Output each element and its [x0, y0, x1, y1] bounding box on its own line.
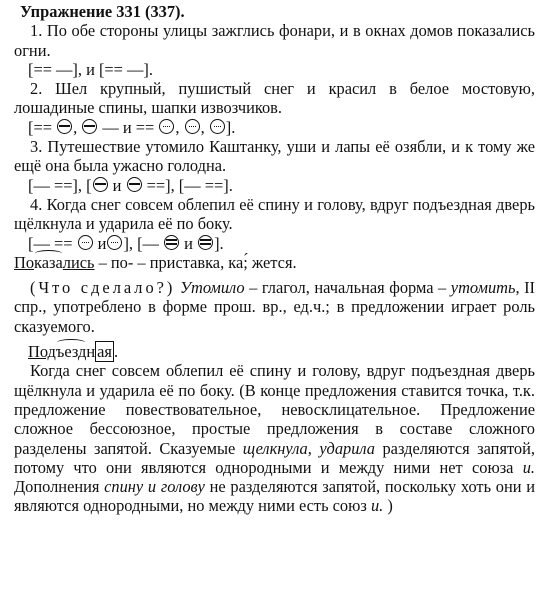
root-arc-2: ъезд: [55, 342, 87, 362]
scheme-4-part-d: и: [184, 233, 193, 253]
scheme-2-part-c: — и ==: [102, 117, 155, 137]
scheme-3: [14, 176, 535, 195]
sentence-1: 1. По обе стороны улицы зажглись фонари, и в окнах домов показались огни.: [14, 21, 535, 60]
morpheme-word: [14, 253, 95, 272]
dotted-circle-icon: [159, 119, 174, 134]
dotted-circle-icon: [78, 235, 93, 250]
wavy-circle-minus-icon: [57, 119, 72, 134]
double-line-circle-icon: [198, 235, 213, 250]
wavy-circle-minus-icon: [82, 119, 97, 134]
scheme-2-part-d: ,: [175, 117, 180, 137]
prefix-part: По: [14, 252, 35, 272]
scheme-2-part-e: ,: [200, 117, 205, 137]
suffix: н: [86, 342, 96, 362]
morpheme-explanation: – по- – приставка, ка;́ жется.: [94, 252, 297, 272]
scheme-1: [== —], и [== —].: [28, 59, 153, 79]
exercise-title: Упражнение 331 (337).: [20, 2, 185, 21]
scheme-4-part-b: и: [97, 233, 107, 253]
dotted-circle-icon: [107, 235, 122, 250]
scheme-2: [14, 118, 535, 137]
final-italic-2: и.: [522, 457, 535, 477]
scheme-2-part-f: ].: [225, 117, 236, 137]
final-text-5: ): [383, 496, 393, 516]
scheme-2-part-a: [==: [28, 117, 52, 137]
final-italic-4: и.: [370, 496, 384, 516]
verb-analysis: [14, 278, 535, 336]
final-italic-1: щелкнула, ударила: [242, 438, 375, 458]
analysis-text-2: , II спр., употреблено в форме прош. вр., ед.ч.; в предложении играет роль сказуемого.: [14, 278, 535, 336]
scheme-3-part-a: [— ==], [: [28, 175, 92, 195]
circle-minus-icon: [127, 177, 142, 192]
double-line-circle-icon: [164, 235, 179, 250]
scheme-2-part-b: ,: [73, 117, 78, 137]
dotted-circle-icon: [185, 119, 200, 134]
final-text-3: Дополнения: [14, 477, 105, 497]
word-rest: лись: [62, 252, 95, 272]
morpheme-line: [14, 253, 535, 272]
prefix-under: Под: [28, 342, 56, 362]
sentence-4: 4. Когда снег совсем облепил её спину и голову, вдруг подъездная дверь щёлкнула и ударила её по боку.: [14, 194, 535, 234]
verb-word: Утомило: [179, 278, 245, 298]
sentence-3: 3. Путешествие утомило Каштанку, уши и лапы её озябли, и к тому же ещё она была ужасно голодна.: [14, 137, 535, 176]
scheme-4: [14, 234, 535, 253]
final-text-2: разделяются запятой, потому что они являются однородными и между ними нет союза: [14, 438, 535, 477]
circle-minus-icon: [93, 177, 108, 192]
analysis-text-1: – глагол, начальная форма –: [244, 278, 451, 298]
scheme-4-part-a: [— ==: [28, 233, 73, 253]
scheme-4-part-c: ], [—: [123, 233, 159, 253]
final-paragraph: [14, 361, 535, 515]
final-italic-3: спину и голову: [104, 477, 205, 497]
sentence-2: 2. Шел крупный, пушистый снег и красил в белое мостовую, лошадиные спины, шапки извозчиков.: [14, 79, 535, 118]
morpheme-word-2: Подъездн ая .: [28, 342, 119, 362]
scheme-3-part-b: и: [112, 175, 122, 195]
dotted-circle-icon: [210, 119, 225, 134]
question: (Что сделало?): [30, 278, 176, 298]
ending-box: ая: [97, 342, 112, 362]
scheme-3-part-c: ==], [— ==].: [146, 175, 233, 195]
final-text-1: Когда снег совсем облепил её спину и голову, вдруг подъездная дверь щёлкнула и ударила её по боку. (В конце предложения ставится точка, т.к. предложение повествовательное, невосклицательное. Предложение сложное бессоюзное, простые предложения в составе сложного разделены запятой. Сказуемые: [14, 361, 535, 458]
verb-infinitive: утомить: [450, 278, 516, 298]
final-text-4: не разделяются запятой, поскольку хоть они и являются однородными, но между ними есть союз: [14, 477, 535, 516]
root-arc: каза: [34, 252, 63, 272]
scheme-4-part-e: ].: [214, 233, 224, 253]
